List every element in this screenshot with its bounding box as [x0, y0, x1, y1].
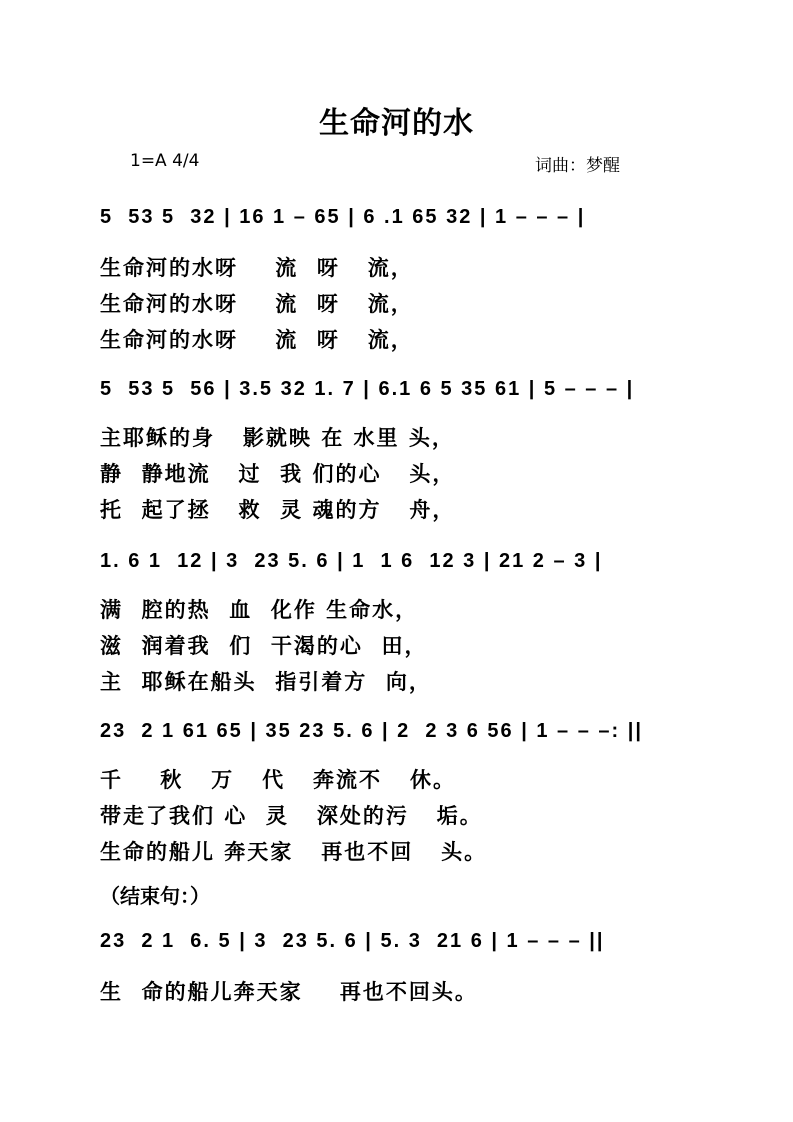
notation-text: 5 53 5 56 | 3.5 32 1. 7 | 6.1 6 5 35 61 | 5 – – – |	[100, 378, 635, 400]
notation-text: 5 53 5 32 | 16 1 – 65 | 6 .1 65 32 | 1 – – – |	[100, 206, 586, 228]
lyric-line: 静 静地流 过 我 们的心 头，	[100, 462, 456, 486]
lyric-line-ending: 生 命的船儿奔天家 再也不回头。	[100, 980, 478, 1004]
notation-line-2	[100, 368, 760, 408]
ending-label: （结束句：）	[100, 884, 210, 908]
lyric-line: 千 秋 万 代 奔流不 休。	[100, 768, 456, 792]
lyric-line: 生命河的水呀 流 呀 流，	[100, 328, 414, 352]
lyric-line: 主 耶稣在船头 指引着方 向，	[100, 670, 432, 694]
notation-line-3	[100, 540, 760, 580]
lyric-line: 滋 润着我 们 干渴的心 田，	[100, 634, 428, 658]
lyric-line: 托 起了拯 救 灵 魂的方 舟，	[100, 498, 456, 522]
notation-line-ending	[100, 920, 760, 960]
notation-text: 23 2 1 6. 5 | 3 23 5. 6 | 5. 3 21 6 | 1 – – – ||	[100, 930, 605, 952]
lyric-line: 主耶稣的身 影就映 在 水里 头，	[100, 426, 455, 450]
lyric-line: 生命的船儿 奔天家 再也不回 头。	[100, 840, 488, 864]
notation-line-4	[100, 710, 760, 750]
notation-text: 1. 6 1 12 | 3 23 5. 6 | 1 1 6 12 3 | 21 2 – 3 |	[100, 550, 603, 572]
key-signature: 1=A 4/4	[130, 151, 200, 171]
notation-text: 23 2 1 61 65 | 35 23 5. 6 | 2 2 3 6 56 | 1 – – –: ||	[100, 720, 643, 742]
lyric-line: 生命河的水呀 流 呀 流，	[100, 256, 414, 280]
lyric-line: 带走了我们 心 灵 深处的污 垢。	[100, 804, 483, 828]
lyric-line: 满 腔的热 血 化作 生命水，	[100, 598, 419, 622]
song-title: 生命河的水	[319, 106, 474, 141]
notation-line-1	[100, 196, 760, 236]
author-credit: 词曲：梦醒	[535, 156, 620, 176]
lyric-line: 生命河的水呀 流 呀 流，	[100, 292, 414, 316]
